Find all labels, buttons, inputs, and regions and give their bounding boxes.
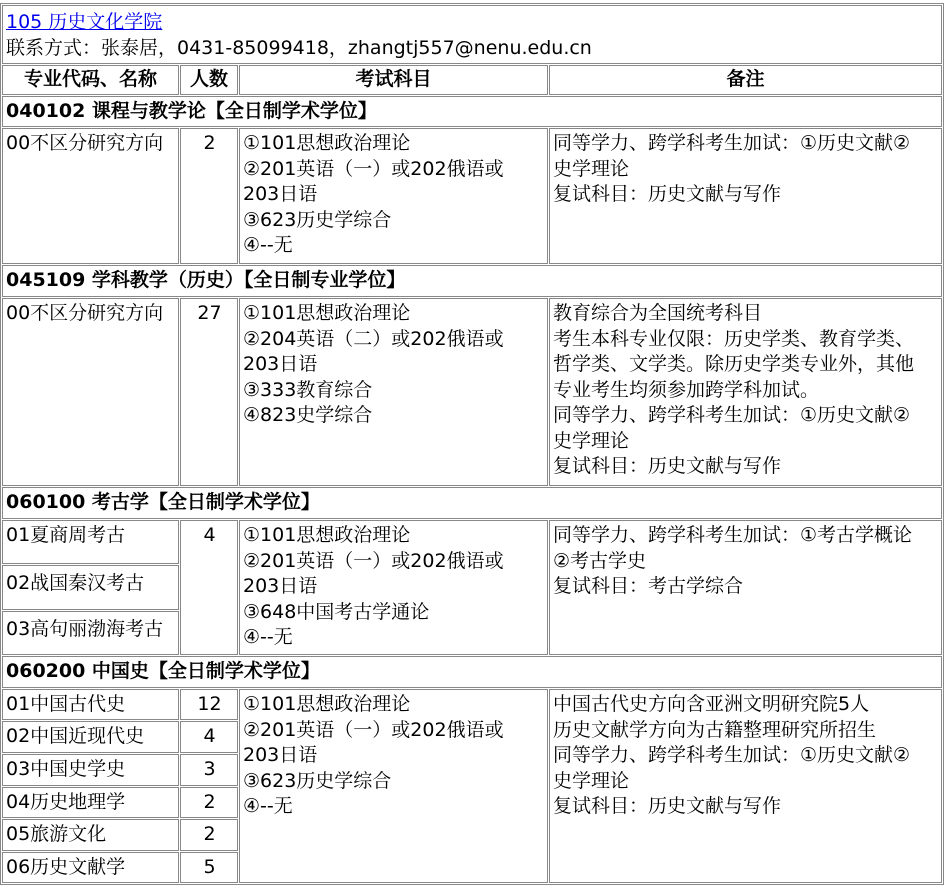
subject-line: 203日语	[243, 744, 318, 766]
remark-line: 同等学力、跨学科考生加试：①考古学概论	[553, 524, 913, 546]
major-title: 060200 中国史【全日制学术学位】	[2, 656, 942, 688]
header-subjects: 考试科目	[239, 65, 548, 95]
subject-line: ④--无	[243, 626, 293, 648]
college-header	[2, 5, 942, 64]
header-notes: 备注	[549, 65, 942, 95]
remark-line: 复试科目：历史文献与写作	[553, 455, 782, 477]
direction-name: 05旅游文化	[2, 819, 179, 851]
remark-line: 中国古代史方向含亚洲文明研究院5人	[553, 693, 870, 715]
subject-line: ④--无	[243, 795, 293, 817]
direction-count: 4	[180, 721, 238, 753]
direction-name: 02中国近现代史	[2, 721, 179, 753]
remark-line: 考生本科专业仅限：历史学类、教育学类、	[553, 327, 915, 350]
direction-count: 2	[180, 819, 238, 851]
direction-name: 01夏商周考古	[2, 520, 179, 564]
subject-line: ②204英语（二）或202俄语或	[243, 327, 504, 350]
direction-count: 4	[180, 520, 238, 655]
major-title: 045109 学科教学（历史）【全日制专业学位】	[2, 265, 942, 297]
subject-line: ③623历史学综合	[243, 208, 392, 231]
header-major: 专业代码、名称	[2, 65, 179, 95]
remark-line: 史学理论	[553, 157, 630, 180]
major-title: 040102 课程与教学论【全日制学术学位】	[2, 96, 942, 127]
direction-name: 03中国史学史	[2, 754, 179, 786]
exam-subjects	[239, 520, 548, 655]
exam-subjects	[239, 298, 548, 486]
direction-count: 27	[180, 298, 238, 486]
remark-line: ②考古学史	[553, 549, 647, 572]
subject-line: 203日语	[243, 575, 318, 597]
direction-name: 02战国秦汉考古	[2, 565, 179, 610]
subject-line: ②201英语（一）或202俄语或	[243, 718, 504, 741]
remarks	[549, 689, 942, 883]
direction-count: 5	[180, 852, 238, 883]
subject-line: 203日语	[243, 353, 318, 375]
subject-line: ①101思想政治理论	[243, 693, 411, 715]
subject-line: ③648中国考古学通论	[243, 600, 430, 623]
remark-line: 历史文献学方向为古籍整理研究所招生	[553, 718, 877, 741]
major-title: 060100 考古学【全日制学术学位】	[2, 487, 942, 519]
subject-line: ④--无	[243, 234, 293, 256]
college-contact: 联系方式：张泰居，0431-85099418，zhangtj557@nenu.edu.cn	[6, 36, 592, 59]
exam-subjects	[239, 689, 548, 883]
subject-line: ④823史学综合	[243, 404, 373, 426]
direction-name: 01中国古代史	[2, 689, 179, 720]
college-link[interactable]: 105 历史文化学院	[6, 11, 163, 33]
remark-line: 同等学力、跨学科考生加试：①历史文献②	[553, 132, 911, 154]
subject-line: ①101思想政治理论	[243, 524, 411, 546]
remark-line: 教育综合为全国统考科目	[553, 302, 763, 324]
direction-count: 12	[180, 689, 238, 720]
header-count: 人数	[180, 65, 238, 95]
remark-line: 同等学力、跨学科考生加试：①历史文献②	[553, 404, 911, 426]
remark-line: 哲学类、文学类。除历史学类专业外，其他	[553, 353, 915, 375]
remark-line: 史学理论	[553, 769, 630, 792]
direction-name: 04历史地理学	[2, 787, 179, 818]
direction-name: 00不区分研究方向	[2, 298, 179, 486]
subject-line: ②201英语（一）或202俄语或	[243, 549, 504, 572]
direction-count: 2	[180, 128, 238, 264]
subject-line: ③333教育综合	[243, 378, 373, 401]
direction-name: 03高句丽渤海考古	[2, 611, 179, 655]
exam-subjects	[239, 128, 548, 264]
subject-line: ②201英语（一）或202俄语或	[243, 157, 504, 180]
direction-count: 3	[180, 754, 238, 786]
remarks	[549, 520, 942, 655]
subject-line: 203日语	[243, 183, 318, 205]
remark-line: 同等学力、跨学科考生加试：①历史文献②	[553, 744, 911, 766]
subject-line: ①101思想政治理论	[243, 302, 411, 324]
admissions-table	[0, 3, 944, 885]
remark-line: 复试科目：历史文献与写作	[553, 183, 782, 205]
direction-name: 00不区分研究方向	[2, 128, 179, 264]
remarks	[549, 298, 942, 486]
subject-line: ①101思想政治理论	[243, 132, 411, 154]
remark-line: 复试科目：考古学综合	[553, 575, 744, 597]
remark-line: 复试科目：历史文献与写作	[553, 795, 782, 817]
remarks	[549, 128, 942, 264]
direction-count: 2	[180, 787, 238, 818]
remark-line: 史学理论	[553, 429, 630, 452]
remark-line: 专业考生均须参加跨学科加试。	[553, 378, 820, 401]
direction-name: 06历史文献学	[2, 852, 179, 883]
subject-line: ③623历史学综合	[243, 769, 392, 792]
